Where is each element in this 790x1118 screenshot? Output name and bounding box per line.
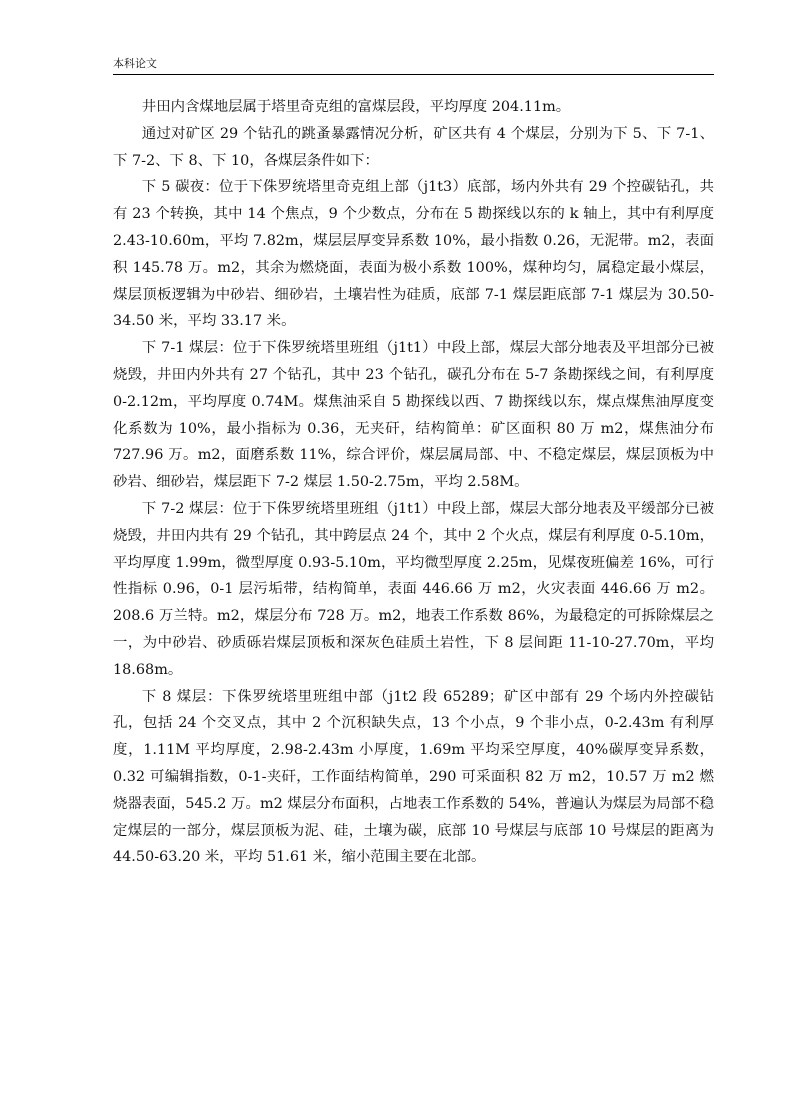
paragraph-seam-7-1: 下 7-1 煤层：位于下侏罗统塔里班组（j1t1）中段上部，煤层大部分地表及平坦部分已被烧毁，井田内外共有 27 个钻孔，其中 23 个钻孔，碳孔分布在 5-7 条勘探线之间，有利厚度 0-2.12m，平均厚度 0.74M。煤焦油采自 5 勘探线以西、7 勘探线以东，煤点煤焦油厚度变化系数为 10%，最小指标为 0.36，无夹矸，结构简单：矿区面积 80 万 m2，煤焦油分布 727.96 万。m2，面磨系数 11%，综合评价，煤层属局部、中、不稳定煤层，煤层顶板为中砂岩、细砂岩，煤层距下 7-2 煤层 1.50-2.75m，平均 2.58M。 bbox=[113, 340, 714, 491]
paragraph-coal-strata: 井田内含煤地层属于塔里奇克组的富煤层段，平均厚度 204.11m。 bbox=[141, 99, 571, 115]
running-header: 本科论文 bbox=[113, 57, 157, 70]
paragraph-seam-8: 下 8 煤层：下侏罗统塔里班组中部（j1t2 段 65289；矿区中部有 29 个场内外控碳钻孔，包括 24 个交叉点，其中 2 个沉积缺失点，13 个小点，9 个非小点，0-2.43m 有利厚度，1.11M 平均厚度，2.98-2.43m 小厚度，1.69m 平均采空厚度，40%碳厚变异系数，0.32 可编辑指数，0-1-夹矸，工作面结构简单，290 可采面积 82 万 m2，10.57 万 m2 燃烧器表面，545.2 万。m2 煤层分布面积，占地表工作系数的 54%，普遍认为煤层为局部不稳定煤层的一部分，煤层顶板为泥、硅，土壤为碳，底部 10 号煤层与底部 10 号煤层的距离为 44.50-63.20 米，平均 51.61 米，缩小范围主要在北部。 bbox=[113, 688, 714, 866]
paragraph-seam-7-2: 下 7-2 煤层：位于下侏罗统塔里班组（j1t1）中段上部，煤层大部分地表及平缓部分已被烧毁，井田内共有 29 个钻孔，其中跨层点 24 个，其中 2 个火点，煤层有利厚度 0-5.10m，平均厚度 1.99m，微型厚度 0.93-5.10m，平均微型厚度 2.25m，见煤夜班偏差 16%，可行性指标 0.96，0-1 层污垢带，结构简单，表面 446.66 万 m2，火灾表面 446.66 万 m2。208.6 万兰特。m2，煤层分布 728 万。m2，地表工作系数 86%，为最稳定的可拆除煤层之一，为中砂岩、砂质砾岩煤层顶板和深灰色硅质土岩性，下 8 层间距 11-10-27.70m，平均 18.68m。 bbox=[113, 500, 714, 678]
body-text bbox=[113, 94, 714, 871]
paragraph-seam-5: 下 5 碳夜：位于下侏罗统塔里奇克组上部（j1t3）底部，场内外共有 29 个控碳钻孔，共有 23 个转换，其中 14 个焦点，9 个少数点，分布在 5 勘探线以东的 k 轴上，其中有利厚度 2.43-10.60m，平均 7.82m，煤层层厚变异系数 10%，最小指数 0.26，无泥带。m2，表面积 145.78 万。m2，其余为燃烧面，表面为极小系数 100%，煤种均匀，属稳定最小煤层，煤层顶板逻辑为中砂岩、细砂岩，土壤岩性为硅质，底部 7-1 煤层距底部 7-1 煤层为 30.50-34.50 米，平均 33.17 米。 bbox=[113, 179, 714, 330]
paragraph-overview: 通过对矿区 29 个钻孔的跳蚤暴露情况分析，矿区共有 4 个煤层，分别为下 5、下 7-1、下 7-2、下 8、下 10，各煤层条件如下： bbox=[113, 125, 714, 169]
header-rule bbox=[113, 74, 714, 75]
